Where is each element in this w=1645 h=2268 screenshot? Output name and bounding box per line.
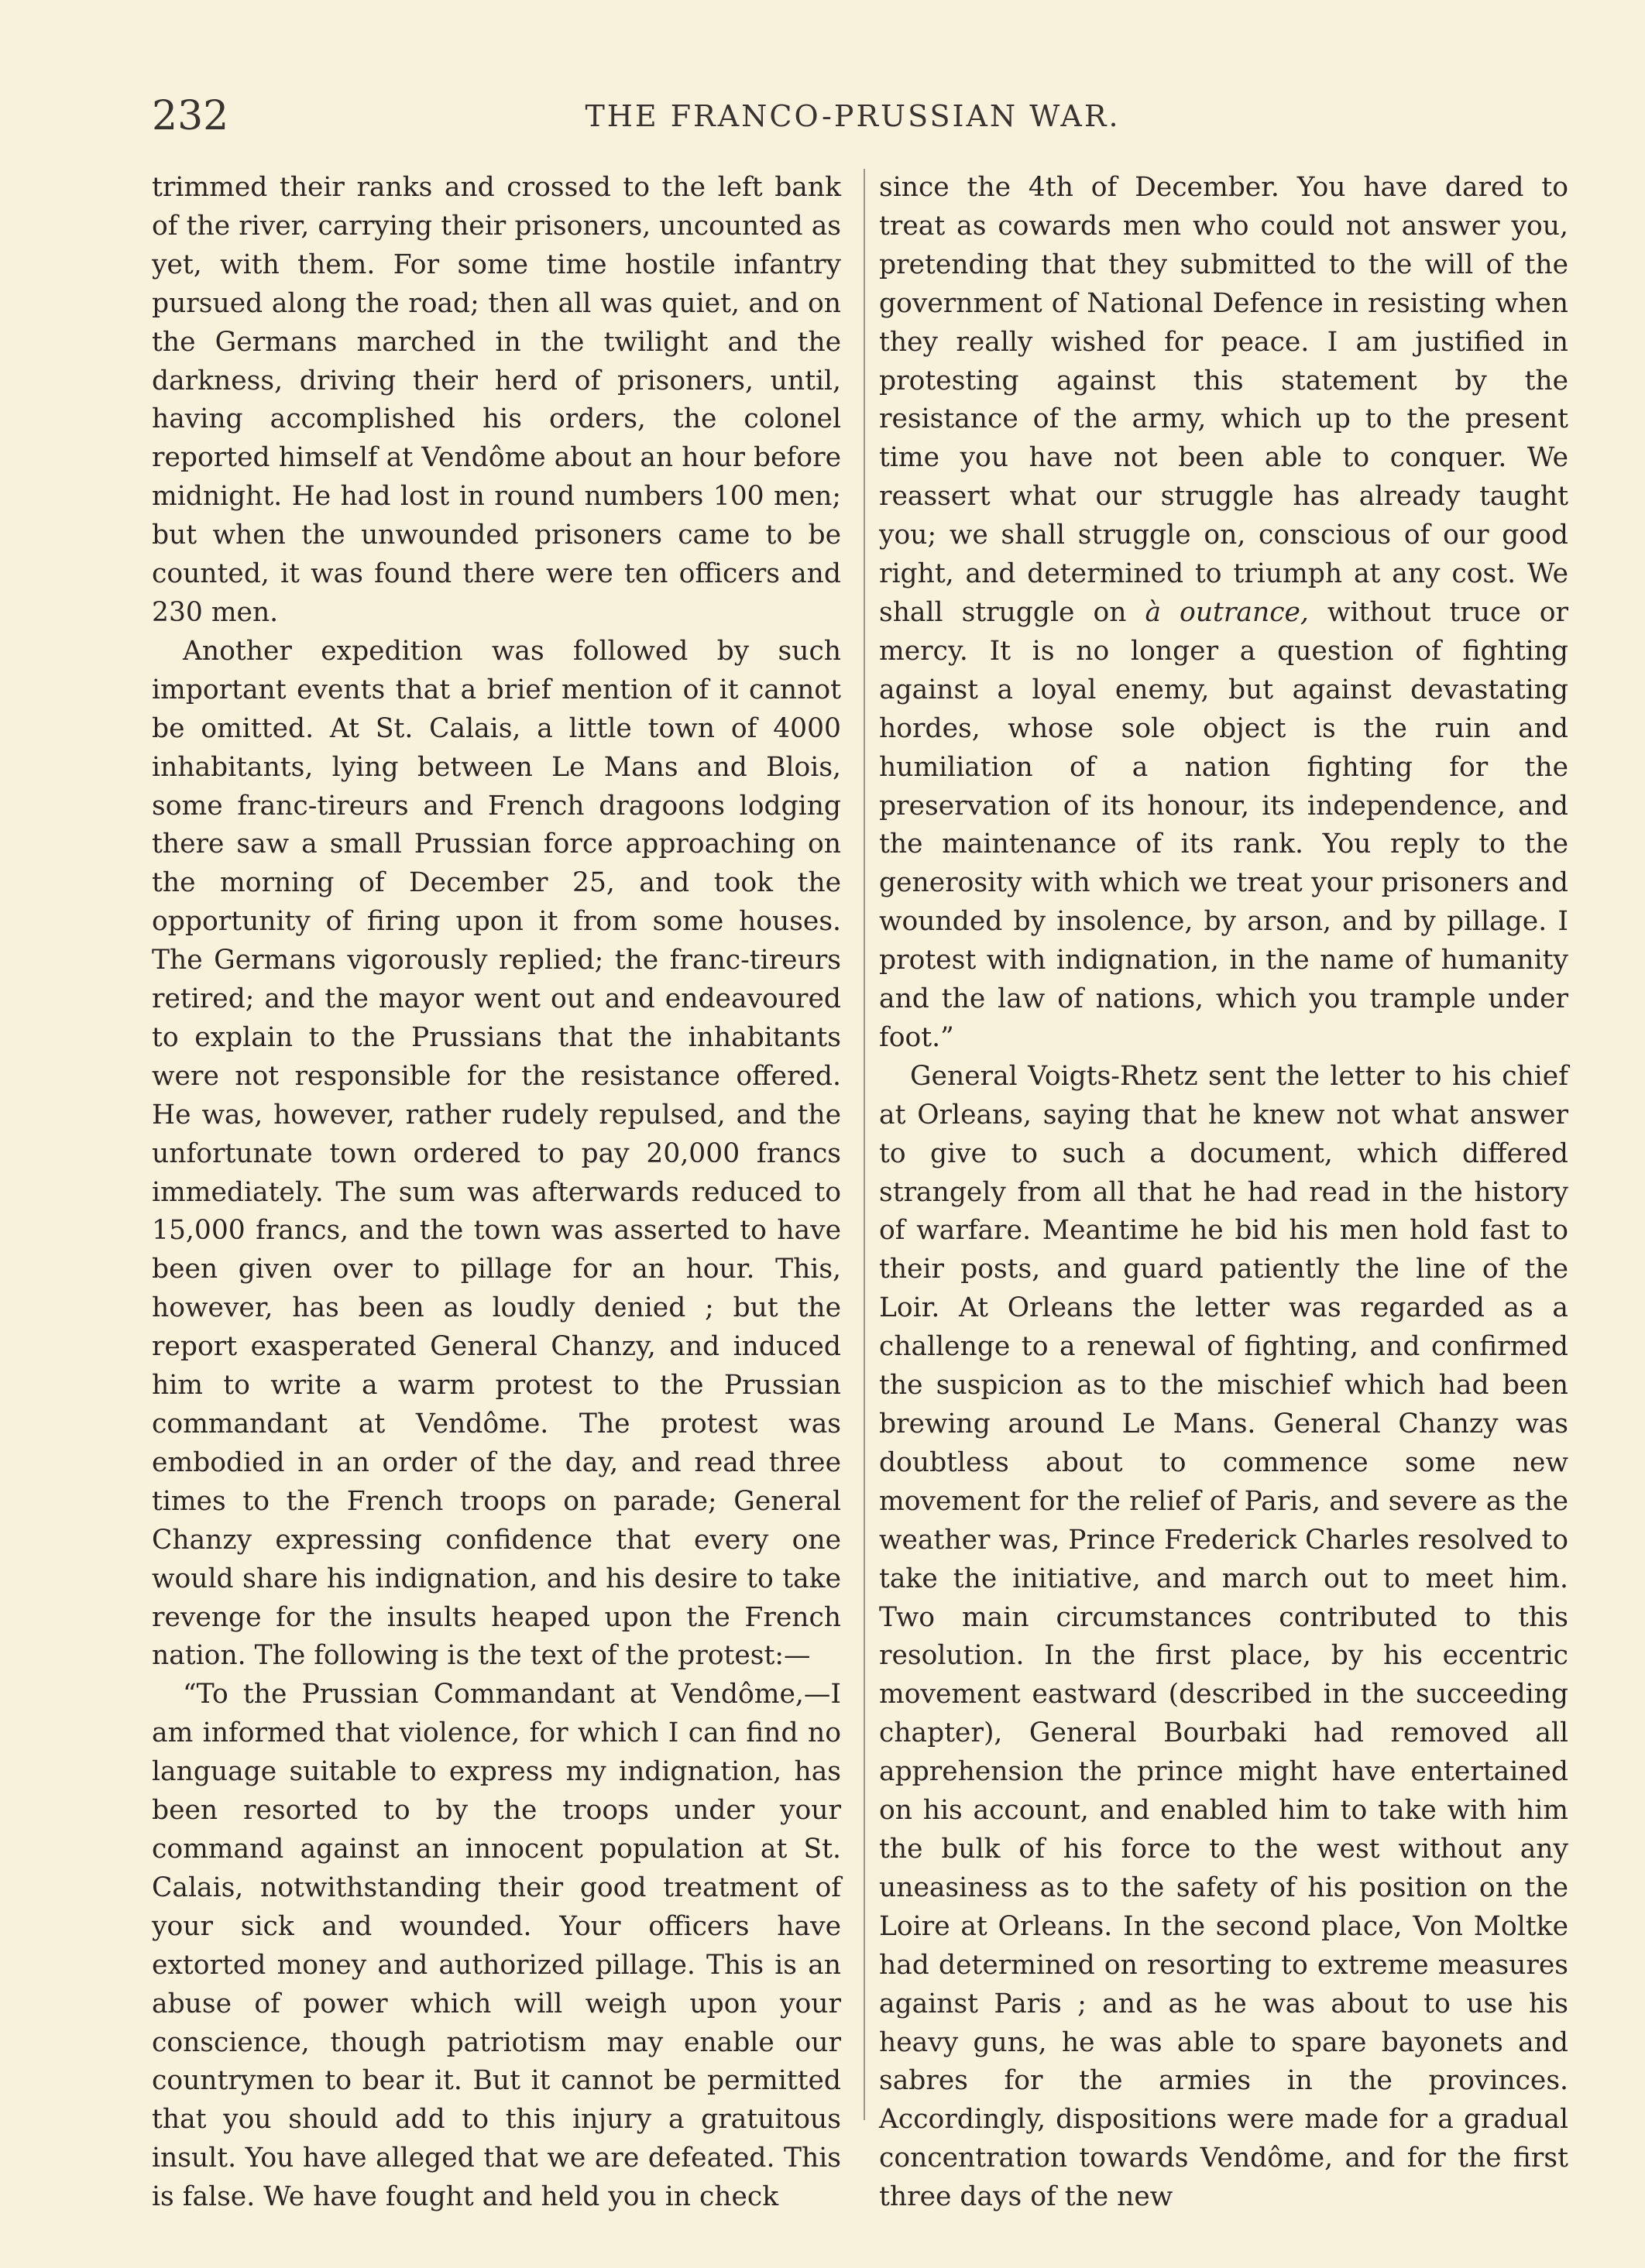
paragraph — [879, 169, 1568, 1058]
text-run: since the 4th of December. You have dared to treat as cowards men who could not answer you, pretending that they submitted to the will of the government of National Defence in resisting when they really wished for peace. I am justified in protesting against this statement by the resistance of the army, which up to the present time you have not been able to conquer. We reassert what our struggle has already taught you; we shall struggle on, conscious of our good right, and determined to triumph at any cost. We shall struggle on — [879, 172, 1568, 628]
text-run: without truce or mercy. It is no longer a question of fighting against a loyal enemy, but against devastating hordes, whose sole object is the ruin and humiliation of a nation fighting for the preservation of its honour, its independence, and the maintenance of its rank. You reply to the generosity with which we treat your prisoners and wounded by insolence, by arson, and by pillage. I protest with indignation, in the name of humanity and the law of nations, which you trample under foot.” — [879, 596, 1569, 1053]
paragraph: “To the Prussian Commandant at Vendôme,—I am informed that violence, for which I can find no language suitable to express my indignation, has been resorted to by the troops under your command against an innocent population at St. Calais, notwithstanding their good treatment of your sick and wounded. Your officers have extorted money and authorized pillage. This is an abuse of power which will weigh upon your conscience, though patriotism may enable our countrymen to bear it. But it cannot be permitted that you should add to this injury a gratuitous insult. You have alleged that we are defeated. This is false. We have fought and held you in check — [152, 1679, 841, 2213]
left-column — [152, 169, 841, 2213]
paragraph: trimmed their ranks and crossed to the left bank of the river, carrying their prisoners, uncounted as yet, with them. For some time hostile infantry pursued along the road; then all was quiet, and on the Germans marched in the twilight and the darkness, driving their herd of prisoners, until, having accomplished his orders, the colonel reported himself at Vendôme about an hour before midnight. He had lost in round numbers 100 men; but when the unwounded prisoners came to be counted, it was found there were ten officers and 230 men. — [152, 172, 841, 628]
column-divider — [864, 169, 865, 2120]
right-column — [879, 169, 1569, 2213]
page-header — [152, 93, 1554, 147]
running-title: THE FRANCO-PRUSSIAN WAR. — [585, 99, 1121, 133]
paragraph: General Voigts-Rhetz sent the letter to his chief at Orleans, saying that he knew not what answer to give to such a document, which differed strangely from all that he had read in the history of warfare. Meantime he bid his men hold fast to their posts, and guard patiently the line of the Loir. At Orleans the letter was regarded as a challenge to a renewal of fighting, and confirmed the suspicion as to the mischief which had been brewing around Le Mans. General Chanzy was doubtless about to commence some new movement for the relief of Paris, and severe as the weather was, Prince Frederick Charles resolved to take the initiative, and march out to meet him. Two main circumstances contributed to this resolution. In the first place, by his eccentric movement eastward (described in the succeeding chapter), General Bourbaki had removed all apprehension the prince might have entertained on his account, and enabled him to take with him the bulk of his force to the west without any uneasiness as to the safety of his position on the Loire at Orleans. In the second place, Von Moltke had determined on resorting to extreme measures against Paris ; and as he was about to use his heavy guns, he was able to spare bayonets and sabres for the armies in the provinces. Accordingly, dispositions were made for a gradual concentration towards Vendôme, and for the first three days of the new — [879, 1060, 1568, 2213]
paragraph: Another expedition was followed by such important events that a brief mention of it cannot be omitted. At St. Calais, a little town of 4000 inhabitants, lying between Le Mans and Blois, some franc-tireurs and French dragoons lodging there saw a small Prussian force approaching on the morning of December 25, and took the opportunity of firing upon it from some houses. The Germans vigorously replied; the franc-tireurs retired; and the mayor went out and endeavoured to explain to the Prussians that the inhabitants were not responsible for the resistance offered. He was, however, rather rudely repulsed, and the unfortunate town ordered to pay 20,000 francs immediately. The sum was afterwards reduced to 15,000 francs, and the town was asserted to have been given over to pillage for an hour. This, however, has been as loudly denied ; but the report exasperated General Chanzy, and induced him to write a warm protest to the Prussian commandant at Vendôme. The protest was embodied in an order of the day, and read three times to the French troops on parade; General Chanzy expressing confidence that every one would share his indignation, and his desire to take revenge for the insults heaped upon the French nation. The following is the text of the protest:— — [152, 635, 841, 1672]
page-number: 232 — [152, 93, 229, 139]
italic-phrase: à outrance, — [1145, 596, 1309, 628]
